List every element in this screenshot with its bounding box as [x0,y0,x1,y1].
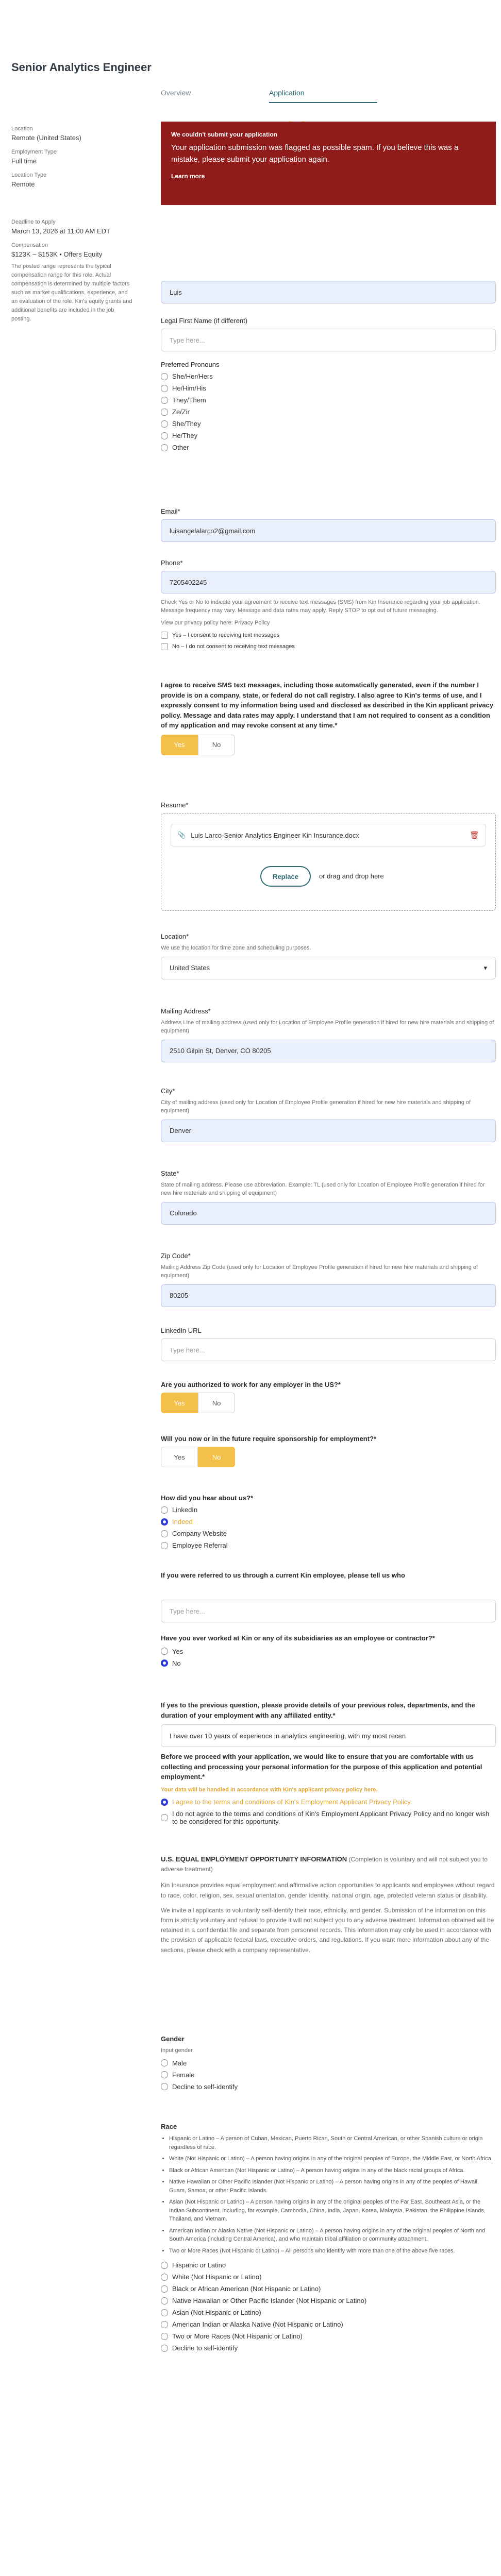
race-option[interactable]: Asian (Not Hispanic or Latino) [161,2309,496,2316]
sms-consent-toggle [161,735,496,755]
chevron-down-icon: ▾ [483,963,487,972]
sms-opt-no[interactable]: No – I do not consent to receiving text messages [161,643,496,650]
gender-option[interactable]: Male [161,2059,496,2067]
race-definition: • White (Not Hispanic or Latino) – A person having origins in any of the original peoples of Europe, the Middle East, or North Africa. [169,2155,496,2163]
resume-file-name: Luis Larco-Senior Analytics Engineer Kin Insurance.docx [191,831,359,839]
radio-icon [161,2309,168,2316]
sms-consent-label: I agree to receive SMS text messages, including those automatically generated, even if the number I provide is on a company, state, or federal do not call registry. I also agree to Kin's terms of use, and I expressly consent to my information being used and disclosed as described in the Kin applicant privacy policy. Message and data rates may apply. I understand that I am not required to consent as a condition of my application and may revoke consent at any time.* [161,681,494,729]
hear-option[interactable]: Company Website [161,1530,496,1537]
radio-icon [161,2274,168,2281]
resume-file [171,824,486,846]
race-option[interactable]: Black or African American (Not Hispanic or Latino) [161,2285,496,2293]
race-option[interactable]: Decline to self-identify [161,2344,496,2352]
pronoun-option[interactable]: Ze/Zir [161,408,496,416]
location-select[interactable] [161,957,496,979]
pronoun-option[interactable]: She/They [161,420,496,428]
privacy-intro: Before we proceed with your application, we would like to ensure that you are comfortable with us collecting and processing your personal information for the purpose of this application and potential employment.* [161,1753,482,1781]
race-option[interactable]: American Indian or Alaska Native (Not Hispanic or Latino) [161,2320,496,2328]
radio-selected-icon [161,1659,168,1667]
radio-icon [161,2345,168,2352]
deadline-label: Deadline to Apply [11,219,56,225]
legal-first-name-input[interactable]: Type here... [161,329,496,351]
location-select-value: United States [170,964,210,972]
authorized-label: Are you authorized to work for any employer in the US?* [161,1381,341,1388]
tab-application[interactable]: Application [269,89,377,103]
error-banner-title: We couldn't submit your application [171,131,277,138]
race-option[interactable]: Native Hawaiian or Other Pacific Islander (Not Hispanic or Latino) [161,2297,496,2304]
radio-icon [161,444,168,451]
authorized-yes-button[interactable]: Yes [161,1393,198,1413]
state-help: State of mailing address. Please use abbreviation. Example: TL (used only for Location of Employee Profile generation if hired for new hire materials and shipping of equipment) [161,1182,485,1196]
race-definition: • American Indian or Alaska Native (Not Hispanic or Latino) – A person having origins in any of the original peoples of North and South America (including Central America), and who maintain tribal affiliation or community attachment. [169,2227,496,2244]
radio-icon [161,1542,168,1549]
city-field[interactable]: Denver [161,1120,496,1142]
race-option[interactable]: Two or More Races (Not Hispanic or Latino) [161,2332,496,2340]
radio-icon [161,2321,168,2328]
sms-opt-yes[interactable]: Yes – I consent to receiving text messages [161,632,496,639]
pronoun-option[interactable]: He/They [161,432,496,439]
sponsorship-yes-button[interactable]: Yes [161,1447,198,1467]
employment-type-value: Full time [11,157,37,165]
eeo-title-note: (Completion is voluntary and will not subject you to adverse treatment) [161,1856,488,1873]
phone-privacy-help: View our privacy policy here: Privacy Policy [161,619,270,626]
sponsorship-no-button[interactable]: No [198,1447,235,1467]
sponsorship-toggle [161,1447,496,1467]
radio-icon [161,373,168,380]
gender-option[interactable]: Female [161,2071,496,2079]
location-label: Location [11,126,33,132]
radio-icon [161,385,168,392]
radio-icon [161,1648,168,1655]
hear-option[interactable]: Indeed [161,1518,496,1526]
compensation-note: The posted range represents the typical compensation range for this role. Actual compensation is determined by multiple factors such as market qualifications, experience, and an evaluation of the role. Kin's equity grants and additional benefits are included in the job posting. [11,263,132,323]
compensation-label: Compensation [11,242,48,248]
drag-drop-text: or drag and drop here [319,872,384,880]
race-definition: • Two or More Races (Not Hispanic or Latino) – All persons who identify with more than one of the above five races. [169,2247,496,2256]
page-header [0,0,501,103]
eeo-paragraph-2: We invite all applicants to voluntarily self-identify their race, ethnicity, and gender. Submission of the information on this form is strictly voluntary and refusal to provide it will not subject you to any adverse treatment. Information obtained will be retained in a confidential file and separate from personnel records. This information may only be used in accordance with the provision of applicable federal laws, executive orders, and regulations. If you want more information about any of the sections, please check with a company representative. [161,1906,494,1954]
privacy-help: Your data will be handled in accordance with Kin's applicant privacy policy here. [161,1786,378,1793]
pronoun-option[interactable]: They/Them [161,396,496,404]
error-banner-message: Your application submission was flagged as possible spam. If you believe this was a mistake, please submit your application again. [171,143,459,164]
state-label: State* [161,1170,179,1177]
worked-label: Have you ever worked at Kin or any of its subsidiaries as an employee or contractor?* [161,1634,435,1642]
linkedin-label: LinkedIn URL [161,1327,202,1334]
radio-icon [161,2285,168,2293]
eeo-paragraph: Kin Insurance provides equal employment and affirmative action opportunities to applicants and employees without regard to race, color, religion, sex, sexual orientation, gender identity, national origin, age, protected veteran status or disability. [161,1882,495,1899]
race-definition: • Hispanic or Latino – A person of Cuban, Mexican, Puerto Rican, South or Central American, or other Spanish culture or origin regardless of race. [169,2134,496,2151]
mailing-address-help: Address Line of mailing address (used only for Location of Employee Profile generation if hired for new hire materials and shipping of equipment) [161,1020,494,1034]
employment-type-label: Employment Type [11,149,57,155]
pronoun-option[interactable]: Other [161,444,496,451]
radio-icon [161,1506,168,1514]
compensation-value: $123K – $153K • Offers Equity [11,250,103,258]
checkbox-icon [161,632,168,639]
radio-icon [161,1530,168,1537]
phone-help: Check Yes or No to indicate your agreement to receive text messages (SMS) from Kin Insurance regarding your job application. Message frequency may vary. Message and data rates may apply. Reply STOP to opt out of future messaging. [161,599,480,614]
privacy-disagree-option[interactable]: I do not agree to the terms and conditions of Kin's Employment Applicant Privacy Policy and no longer wish to be considered for this opportunity. [161,1810,496,1825]
race-option[interactable]: Hispanic or Latino [161,2261,496,2269]
resume-upload[interactable] [161,813,496,911]
phone-label: Phone* [161,559,183,567]
city-help: City of mailing address (used only for Location of Employee Profile generation if hired for new hire materials and shipping of equipment) [161,1099,471,1114]
race-definition: • Black or African American (Not Hispanic or Latino) – A person having origins in any of the black racial groups of Africa. [169,2166,496,2175]
radio-selected-icon [161,1799,168,1806]
radio-selected-icon [161,1518,168,1526]
radio-icon [161,2071,168,2078]
radio-icon [161,420,168,428]
location-value: Remote (United States) [11,134,81,142]
radio-icon [161,1814,168,1821]
race-definition: • Asian (Not Hispanic or Latino) – A person having origins in any of the original peoples of the Far East, Southeast Asia, or the Indian Subcontinent, including, for example, Cambodia, China, India, Japan, Korea, Malaysia, Pakistan, the Philippine Islands, Thailand, and Vietnam. [169,2198,496,2224]
tab-bar [161,89,377,103]
pronoun-option[interactable]: She/Her/Hers [161,372,496,380]
linkedin-input[interactable]: Type here... [161,1338,496,1361]
eeo-title: U.S. EQUAL EMPLOYMENT OPPORTUNITY INFORMATION [161,1855,347,1863]
resume-label: Resume* [161,801,189,809]
zip-field[interactable]: 80205 [161,1284,496,1307]
learn-more-link[interactable]: Learn more [171,173,205,180]
mailing-address-field[interactable]: 2510 Gilpin St, Denver, CO 80205 [161,1040,496,1062]
email-label: Email* [161,507,180,515]
city-label: City* [161,1087,175,1095]
sms-consent-no-button[interactable]: No [198,735,235,755]
previous-roles-input[interactable]: I have over 10 years of experience in analytics engineering, with my most recen [161,1724,496,1747]
location-help: We use the location for time zone and scheduling purposes. [161,945,311,951]
checkbox-icon [161,643,168,650]
privacy-agree-option[interactable]: I agree to the terms and conditions of Kin's Employment Applicant Privacy Policy [161,1798,496,1806]
worked-option-no[interactable]: No [161,1659,496,1667]
radio-icon [161,2333,168,2340]
radio-icon [161,2297,168,2304]
deadline-value: March 13, 2026 at 11:00 AM EDT [11,227,110,235]
preferred-name-field[interactable]: Luis [161,281,496,303]
radio-icon [161,2262,168,2269]
zip-label: Zip Code* [161,1252,191,1260]
error-banner [161,122,496,205]
sponsorship-label: Will you now or in the future require sponsorship for employment?* [161,1435,377,1443]
gender-option[interactable]: Decline to self-identify [161,2083,496,2091]
sms-consent-yes-button[interactable]: Yes [161,735,198,755]
mailing-address-label: Mailing Address* [161,1007,211,1015]
race-definitions [161,2134,496,2255]
race-definition: • Native Hawaiian or Other Pacific Islander (Not Hispanic or Latino) – A person having origins in any of the peoples of Hawaii, Guam, Samoa, or other Pacific Islands. [169,2178,496,2195]
authorized-toggle [161,1393,496,1413]
paperclip-icon: 📎 [177,831,186,839]
zip-help: Mailing Address Zip Code (used only for Location of Employee Profile generation if hired for new hire materials and shipping of equipment) [161,1264,478,1279]
trash-icon[interactable]: 🗑 [469,831,479,840]
tab-overview[interactable]: Overview [161,89,191,97]
replace-button[interactable]: Replace [260,866,311,887]
radio-icon [161,2059,168,2066]
legal-first-name-label: Legal First Name (if different) [161,317,248,325]
email-field[interactable]: luisangelalarco2@gmail.com [161,519,496,542]
pronoun-option[interactable]: He/Him/His [161,384,496,392]
radio-icon [161,432,168,439]
phone-field[interactable]: 7205402245 [161,571,496,594]
gender-label: Gender [161,2035,185,2043]
radio-icon [161,397,168,404]
gender-help: Input gender [161,2047,193,2054]
state-field[interactable]: Colorado [161,1202,496,1225]
hear-option[interactable]: LinkedIn [161,1506,496,1514]
referral-input[interactable]: Type here... [161,1600,496,1622]
location-type-label: Location Type [11,172,47,178]
location-type-value: Remote [11,180,35,188]
hear-about-label: How did you hear about us?* [161,1494,254,1502]
previous-roles-label: If yes to the previous question, please provide details of your previous roles, departments, and the duration of your employment with any affiliated entity.* [161,1701,475,1719]
authorized-no-button[interactable]: No [198,1393,235,1413]
race-option[interactable]: White (Not Hispanic or Latino) [161,2273,496,2281]
worked-option-yes[interactable]: Yes [161,1648,496,1655]
radio-icon [161,409,168,416]
pronouns-label: Preferred Pronouns [161,361,220,368]
location-label: Location* [161,933,189,940]
job-title: Senior Analytics Engineer [11,61,152,74]
referral-label: If you were referred to us through a current Kin employee, please tell us who [161,1571,405,1579]
hear-option[interactable]: Employee Referral [161,1541,496,1549]
race-label: Race [161,2123,177,2130]
job-details-sidebar [11,118,135,324]
radio-icon [161,2083,168,2090]
